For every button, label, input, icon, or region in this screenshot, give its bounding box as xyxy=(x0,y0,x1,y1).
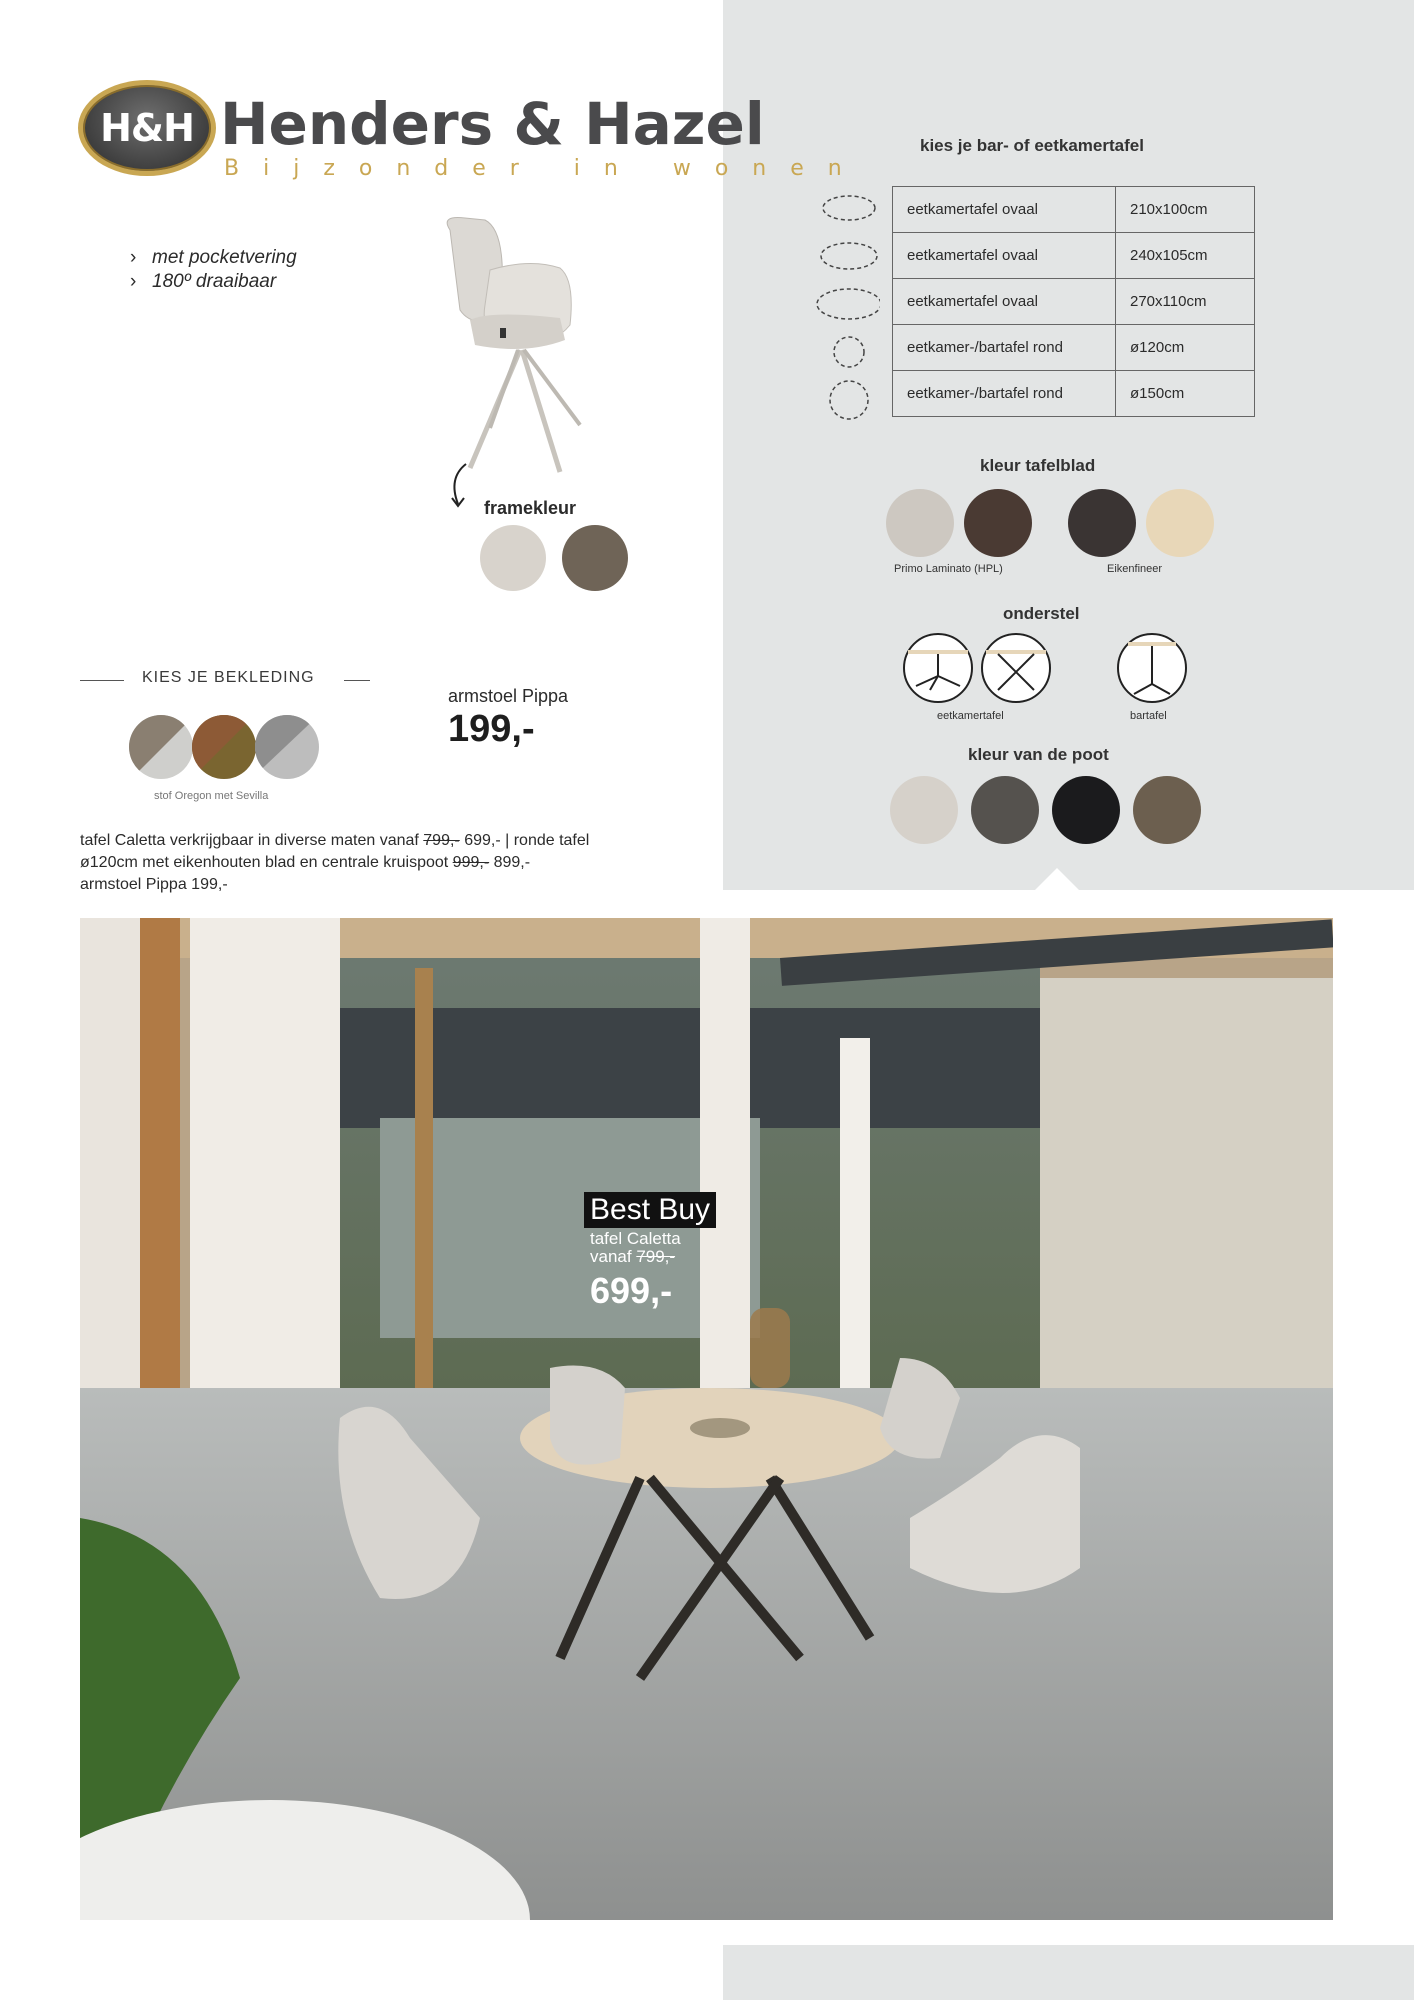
photo-frame xyxy=(1356,890,1414,1945)
base-title: onderstel xyxy=(1003,604,1080,623)
cross-base-icon xyxy=(982,634,1050,702)
old-price: 799,- xyxy=(423,832,460,849)
bekleding-title: KIES JE BEKLEDING xyxy=(142,669,315,686)
best-buy-badge: Best Buy xyxy=(584,1192,716,1228)
round-table-icon xyxy=(830,381,868,419)
table-choice-title: kies je bar- of eetkamertafel xyxy=(920,136,1144,155)
bottom-strip xyxy=(723,1945,1414,2000)
brand-tagline: Bijzonder in wonen xyxy=(224,156,866,181)
best-buy-product: tafel Caletta xyxy=(590,1229,681,1248)
new-price: 699,- xyxy=(459,832,501,849)
best-buy-details xyxy=(590,1230,681,1266)
fabric-label: stof Oregon met Sevilla xyxy=(154,790,269,802)
feature-item xyxy=(130,270,297,294)
fabric-swatch xyxy=(128,712,198,782)
desc-text: ø120cm met eikenhouten blad en centrale kruispoot xyxy=(80,854,453,871)
framekleur-title: framekleur xyxy=(484,498,577,518)
curved-arrow-icon xyxy=(444,460,484,520)
base-label-dining: eetkamertafel xyxy=(937,710,1004,722)
table-row xyxy=(893,279,1255,325)
table-row xyxy=(893,371,1255,417)
table-type: eetkamer-/bartafel rond xyxy=(893,325,1116,371)
oval-table-icon xyxy=(817,289,880,319)
divider-line xyxy=(80,680,124,681)
table-row xyxy=(893,187,1255,233)
star-base-icon xyxy=(904,634,972,702)
feature-text: met pocketvering xyxy=(152,247,297,268)
frame-color-swatch xyxy=(480,525,546,591)
feature-list xyxy=(130,246,297,294)
fabric-swatch xyxy=(188,712,258,782)
table-size: 210x100cm xyxy=(1116,187,1255,233)
brand-badge-text: H&H xyxy=(100,106,194,150)
chevron-right-icon: › xyxy=(130,247,137,268)
base-label-bar: bartafel xyxy=(1130,710,1167,722)
new-price: 899,- xyxy=(489,854,531,871)
bar-base-icon xyxy=(1118,634,1186,702)
leg-color-swatch xyxy=(1133,776,1201,844)
tabletop-color-swatch xyxy=(964,489,1032,557)
old-price: 999,- xyxy=(452,854,490,871)
table-row xyxy=(893,325,1255,371)
oval-table-icon xyxy=(823,196,875,220)
best-buy-price: 699,- xyxy=(590,1270,673,1311)
divider-line xyxy=(344,680,370,681)
oval-table-icon xyxy=(821,243,877,269)
table-size-table xyxy=(892,186,1255,417)
product-price: 199,- xyxy=(448,708,535,750)
best-buy-old-price: 799,- xyxy=(636,1247,676,1266)
tabletop-color-swatch xyxy=(1146,489,1214,557)
best-buy-vanaf: vanaf xyxy=(590,1247,637,1266)
product-description xyxy=(80,830,720,896)
table-type: eetkamertafel ovaal xyxy=(893,279,1116,325)
leg-color-title: kleur van de poot xyxy=(968,745,1109,764)
chair-product-image xyxy=(430,210,640,480)
feature-item xyxy=(130,246,297,270)
feature-text: 180º draaibaar xyxy=(152,271,277,292)
panel-notch xyxy=(1035,868,1079,890)
price: 199,- xyxy=(191,876,228,893)
chevron-right-icon: › xyxy=(130,271,137,292)
base-options xyxy=(902,632,1188,706)
table-size: ø150cm xyxy=(1116,371,1255,417)
table-type: eetkamer-/bartafel rond xyxy=(893,371,1116,417)
table-type: eetkamertafel ovaal xyxy=(893,233,1116,279)
table-shape-icons xyxy=(816,186,880,422)
table-row xyxy=(893,233,1255,279)
table-size: 270x110cm xyxy=(1116,279,1255,325)
best-buy-vanaf-row xyxy=(590,1248,681,1266)
dining-room-photo xyxy=(80,918,1333,1920)
table-size: 240x105cm xyxy=(1116,233,1255,279)
fabric-swatches xyxy=(128,712,322,782)
table-size: ø120cm xyxy=(1116,325,1255,371)
frame-color-swatch xyxy=(562,525,628,591)
tabletop-color-swatch xyxy=(1068,489,1136,557)
desc-text: tafel Caletta verkrijgbaar in diverse maten vanaf xyxy=(80,832,424,849)
brand-logo-badge xyxy=(78,80,216,176)
brand-name: Henders & Hazel xyxy=(220,90,765,158)
leg-color-swatch xyxy=(890,776,958,844)
round-table-icon xyxy=(834,337,864,367)
tabletop-label-hpl: Primo Laminato (HPL) xyxy=(894,563,1003,575)
leg-color-swatch xyxy=(1052,776,1120,844)
tabletop-label-oak: Eikenfineer xyxy=(1107,563,1163,575)
table-type: eetkamertafel ovaal xyxy=(893,187,1116,233)
leg-color-swatch xyxy=(971,776,1039,844)
desc-text: | ronde tafel xyxy=(500,832,590,849)
fabric-swatch xyxy=(248,712,322,782)
tabletop-color-title: kleur tafelblad xyxy=(980,456,1096,475)
desc-text: armstoel Pippa xyxy=(80,876,192,893)
tabletop-color-swatch xyxy=(886,489,954,557)
product-name: armstoel Pippa xyxy=(448,686,569,706)
